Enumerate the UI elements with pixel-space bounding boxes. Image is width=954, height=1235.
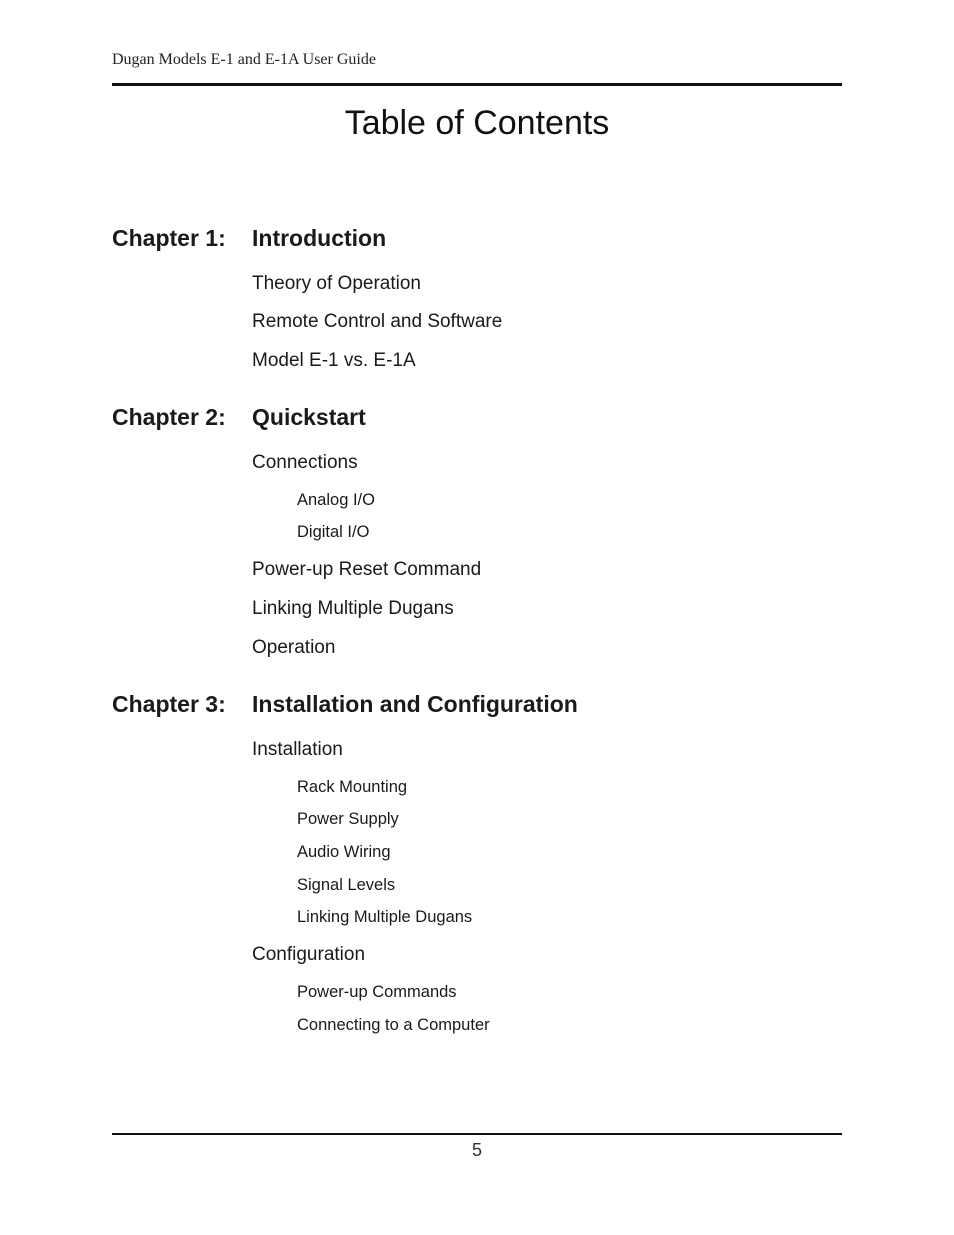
chapter-1-title[interactable]: Introduction — [252, 225, 387, 251]
toc-section-operation[interactable]: Operation — [252, 637, 336, 658]
running-header: Dugan Models E-1 and E-1A User Guide — [112, 51, 376, 68]
page-title: Table of Contents — [344, 104, 610, 142]
toc-subsection-power-up-commands[interactable]: Power-up Commands — [297, 983, 457, 1001]
toc-section-linking-multiple-dugans[interactable]: Linking Multiple Dugans — [252, 598, 454, 619]
toc-section-configuration[interactable]: Configuration — [252, 944, 366, 965]
toc-subsection-audio-wiring[interactable]: Audio Wiring — [297, 843, 391, 861]
toc-subsection-linking-multiple-dugans[interactable]: Linking Multiple Dugans — [297, 908, 473, 926]
toc-section-theory-of-operation[interactable]: Theory of Operation — [252, 273, 421, 294]
page-number: 5 — [471, 1140, 482, 1160]
toc-subsection-analog-io[interactable]: Analog I/O — [297, 491, 375, 509]
toc-section-remote-control-and-software[interactable]: Remote Control and Software — [252, 311, 503, 332]
toc-subsection-power-supply[interactable]: Power Supply — [297, 810, 399, 828]
toc-section-connections[interactable]: Connections — [252, 452, 358, 473]
toc-subsection-signal-levels[interactable]: Signal Levels — [297, 876, 396, 894]
header-rule — [112, 83, 842, 86]
chapter-3-title[interactable]: Installation and Configuration — [252, 691, 578, 717]
chapter-3-label: Chapter 3: — [112, 691, 226, 717]
toc-section-power-up-reset-command[interactable]: Power-up Reset Command — [252, 559, 482, 580]
chapter-2-label: Chapter 2: — [112, 404, 226, 430]
footer-rule — [112, 1133, 842, 1135]
toc-section-installation[interactable]: Installation — [252, 739, 343, 760]
chapter-1-label: Chapter 1: — [112, 225, 226, 251]
toc-subsection-digital-io[interactable]: Digital I/O — [297, 523, 370, 541]
toc-subsection-rack-mounting[interactable]: Rack Mounting — [297, 778, 408, 796]
chapter-2-title[interactable]: Quickstart — [252, 404, 366, 430]
toc-subsection-connecting-to-a-computer[interactable]: Connecting to a Computer — [297, 1016, 490, 1034]
toc-section-model-e1-vs-e1a[interactable]: Model E-1 vs. E-1A — [252, 350, 416, 371]
